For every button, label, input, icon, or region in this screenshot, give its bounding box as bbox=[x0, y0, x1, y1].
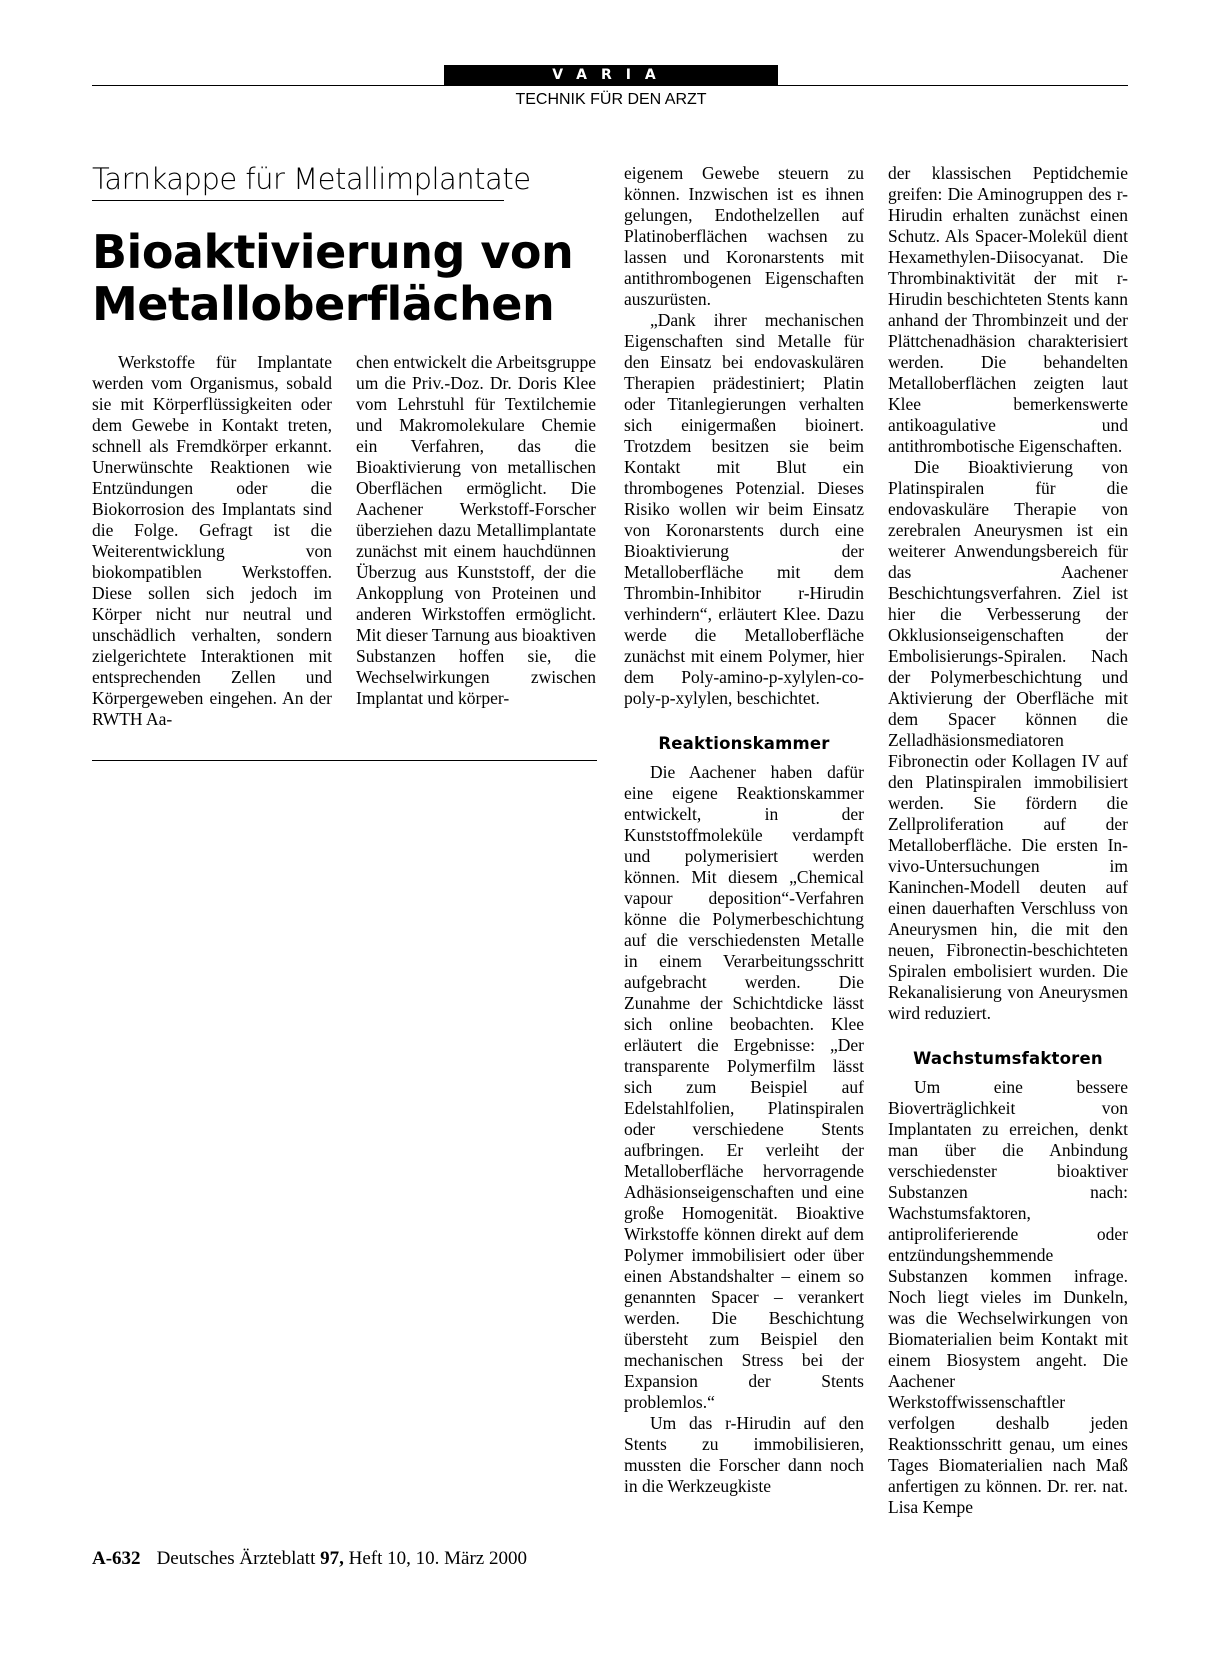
paragraph: chen entwickelt die Arbeitsgruppe um die Priv.-Doz. Dr. Doris Klee vom Lehrstuhl für Textilchemie und Makromolekulare Chemie ein Verfahren, das die Bioaktivierung von metallischen Oberflächen ermöglicht. Die Aachener Werkstoff-Forscher überziehen dazu Metallimplantate zunächst mit einem hauchdünnen Überzug aus Kunststoff, der die Ankopplung von Proteinen und anderen Wirkstoffen ermöglicht. Mit dieser Tarnung aus bioaktiven Substanzen hoffen sie, die Wechselwirkungen zwischen Implantat und körper- bbox=[356, 352, 596, 708]
paragraph: Um eine bessere Bioverträglichkeit von Implantaten zu erreichen, denkt man über die Anbindung verschiedenster bioaktiver Substanzen nach: Wachstumsfaktoren, antiproliferierende oder entzündungshemmende Substanzen kommen infrage. Noch liegt vieles im Dunkeln, was die Wechselwirkungen von Biomaterialien beim Kontakt mit einem Biosystem angeht. Die Aachener Werkstoffwissenschaftler verfolgen deshalb jeden Reaktionsschritt genau, um eines Tages Biomaterialien nach Maß anfertigen zu können. Dr. rer. nat. Lisa Kempe bbox=[888, 1077, 1128, 1517]
paragraph: „Dank ihrer mechanischen Eigenschaften sind Metalle für den Einsatz bei endovaskulären Therapien prädestiniert; Platin oder Titanlegierungen verhalten sich einigermaßen bioinert. Trotzdem besitzen sie beim Kontakt mit Blut ein thrombogenes Potenzial. Dieses Risiko wollen wir beim Einsatz von Koronarstents durch eine Bioaktivierung der Metalloberfläche mit dem Thrombin-Inhibitor r-Hirudin verhindern“, erläutert Klee. Dazu werde die Metalloberfläche zunächst mit einem Polymer, hier dem Poly-amino-p-xylylen-co-poly-p-xylylen, beschichtet. bbox=[624, 310, 864, 708]
paragraph: Um das r-Hirudin auf den Stents zu immobilisieren, mussten die Forscher dann noch in die Werkzeugkiste bbox=[624, 1413, 864, 1496]
text-column-4 bbox=[888, 163, 1128, 1518]
paragraph: der klassischen Peptidchemie greifen: Die Aminogruppen des r-Hirudin erhalten zunächst einen Schutz. Als Spacer-Molekül dient Hexamethylen-Diisocyanat. Die Thrombinaktivität der mit r-Hirudin beschichteten Stents kann anhand der Thrombinzeit und der Plättchenadhäsion charakterisiert werden. Die behandelten Metalloberflächen zeigten laut Klee bemerkenswerte antikoagulative und antithrombotische Eigenschaften. bbox=[888, 163, 1128, 456]
journal-name: Deutsches Ärzteblatt bbox=[156, 1548, 316, 1569]
journal-volume: 97, bbox=[320, 1548, 344, 1569]
article-headline bbox=[92, 226, 573, 330]
article-kicker: Tarnkappe für Metallimplantate bbox=[92, 162, 504, 201]
section-heading: Wachstumsfaktoren bbox=[913, 1049, 1103, 1068]
paragraph: Die Aachener haben dafür eine eigene Reaktionskammer entwickelt, in der Kunststoffmoleküle verdampft und polymerisiert werden können. Mit diesem „Chemical vapour deposition“-Verfahren könne die Polymerbeschichtung auf die verschiedensten Metalle in einem Verarbeitungsschritt aufgebracht werden. Die Zunahme der Schichtdicke lässt sich online beobachten. Klee erläutert die Ergebnisse: „Der transparente Polymerfilm lässt sich zum Beispiel auf Edelstahlfolien, Platinspiralen oder verschiedene Stents aufbringen. Er verleiht der Metalloberfläche hervorragende Adhäsionseigenschaften und eine große Homogenität. Bioaktive Wirkstoffe können direkt auf dem Polymer immobilisiert oder über einen Abstandshalter – einem so genannten Spacer – verankert werden. Die Beschichtung übersteht zum Beispiel den mechanischen Stress bei der Expansion der Stents problemlos.“ bbox=[624, 762, 864, 1412]
paragraph: eigenem Gewebe steuern zu können. Inzwischen ist es ihnen gelungen, Endothelzellen auf Platinoberflächen wachsen zu lassen und Koronarstents mit antithrombogenen Eigenschaften auszurüsten. bbox=[624, 163, 864, 309]
header-rule bbox=[92, 85, 1128, 86]
headline-line-1: Bioaktivierung von bbox=[92, 225, 574, 279]
section-label: VARIA bbox=[444, 65, 778, 85]
paragraph: Die Bioaktivierung von Platinspiralen für die endovaskuläre Therapie von zerebralen Aneurysmen ist ein weiterer Anwendungsbereich für das Aachener Beschichtungsverfahren. Ziel ist hier die Verbesserung der Okklusionseigenschaften der Embolisierungs-Spiralen. Nach der Polymerbeschichtung und Aktivierung der Oberfläche mit dem Spacer können die Zelladhäsionsmediatoren Fibronectin oder Kollagen IV auf den Platinspiralen immobilisiert werden. Sie fördern die Zellproliferation auf der Metalloberfläche. Die ersten In-vivo-Untersuchungen im Kaninchen-Modell deuten auf einen dauerhaften Verschluss von Aneurysmen hin, die mit den neuen, Fibronectin-beschichteten Spiralen embolisiert wurden. Die Rekanalisierung von Aneurysmen wird reduziert. bbox=[888, 457, 1128, 1023]
journal-issue: Heft 10, 10. März 2000 bbox=[348, 1548, 527, 1569]
headline-line-2: Metalloberflächen bbox=[92, 277, 555, 331]
page-number: A-632 bbox=[92, 1548, 141, 1569]
text-column-1 bbox=[92, 352, 332, 730]
text-column-3 bbox=[624, 163, 864, 1497]
page-footer bbox=[92, 1548, 527, 1570]
paragraph: Werkstoffe für Implantate werden vom Organismus, sobald sie mit Körperflüssigkeiten oder dem Gewebe in Kontakt treten, schnell als Fremdkörper erkannt. Unerwünschte Reaktionen wie Entzündungen oder die Biokorrosion des Implantats sind die Folge. Gefragt ist die Weiterentwicklung von biokompatiblen Werkstoffen. Diese sollen sich jedoch im Körper nicht nur neutral und unschädlich verhalten, sondern zielgerichtete Interaktionen mit entsprechenden Zellen und Körpergeweben eingehen. An der RWTH Aa- bbox=[92, 352, 332, 729]
text-column-2 bbox=[356, 352, 596, 709]
section-heading: Reaktionskammer bbox=[658, 734, 830, 753]
subsection-label: TECHNIK FÜR DEN ARZT bbox=[515, 91, 707, 108]
column-end-rule bbox=[92, 760, 597, 761]
